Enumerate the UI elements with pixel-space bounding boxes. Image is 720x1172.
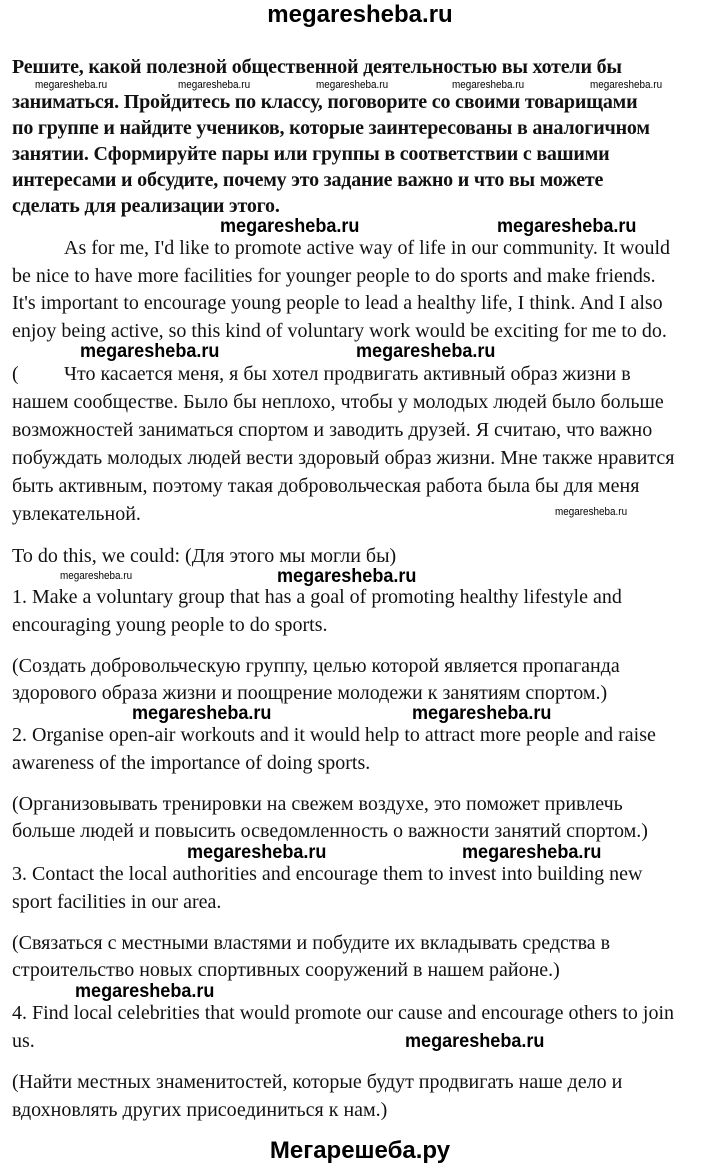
watermark: megaresheba.ru (555, 506, 628, 518)
watermark: megaresheba.ru (590, 79, 663, 91)
item-en-line: 4. Find local celebrities that would promote our cause and encourage others to join (12, 1002, 675, 1024)
item-en-line: encouraging young people to do sports. (12, 614, 328, 636)
watermark: megaresheba.ru (316, 79, 389, 91)
watermark: megaresheba.ru (35, 79, 108, 91)
watermark: megaresheba.ru (132, 703, 272, 724)
answer-line: It's important to encourage young people to lead a healthy life, I think. And I also (12, 292, 663, 314)
answer-line: возможностей заниматься спортом и заводить друзей. Я считаю, что важно (12, 419, 653, 441)
answer-line: быть активным, поэтому такая добровольческая работа была бы для меня (12, 475, 640, 497)
item-en-line: us. (12, 1030, 35, 1052)
watermark: megaresheba.ru (277, 566, 417, 587)
watermark: megaresheba.ru (412, 703, 552, 724)
answer-line: be nice to have more facilities for younger people to do sports and make friends. (12, 265, 656, 287)
item-en-line: awareness of the importance of doing sports. (12, 752, 371, 774)
item-ru-line: (Найти местных знаменитостей, которые будут продвигать наше дело и (12, 1071, 623, 1093)
task-line: по группе и найдите учеников, которые заинтересованы в аналогичном (12, 117, 650, 139)
watermark: megaresheba.ru (462, 842, 602, 863)
task-line: занятии. Сформируйте пары или группы в соответствии с вашими (12, 143, 610, 165)
item-ru-line: строительство новых спортивных сооружений в нашем районе.) (12, 959, 560, 981)
task-line: интересами и обсудите, почему это задание важно и что вы можете (12, 169, 604, 191)
item-en-line: 2. Organise open-air workouts and it would help to attract more people and raise (12, 724, 656, 746)
item-ru-line: (Связаться с местными властями и побудите их вкладывать средства в (12, 932, 611, 954)
answer-line: As for me, I'd like to promote active way of life in our community. It would (64, 237, 671, 259)
answer-line: enjoy being active, so this kind of voluntary work would be exciting for me to do. (12, 320, 667, 342)
item-ru-line: здорового образа жизни и поощрение молодежи к занятиям спортом.) (12, 682, 608, 704)
task-line: сделать для реализации этого. (12, 195, 280, 217)
watermark: megaresheba.ru (178, 79, 251, 91)
watermark: megaresheba.ru (220, 216, 360, 237)
watermark: megaresheba.ru (405, 1031, 545, 1052)
to-do-line: To do this, we could: (Для этого мы могли бы) (12, 545, 397, 567)
item-en-line: 1. Make a voluntary group that has a goal of promoting healthy lifestyle and (12, 586, 622, 608)
answer-line: Что касается меня, я бы хотел продвигать активный образ жизни в (64, 363, 631, 385)
answer-line: нашем сообществе. Было бы неплохо, чтобы у молодых людей было больше (12, 391, 664, 413)
item-ru-line: вдохновлять других присоединиться к нам.) (12, 1099, 388, 1121)
task-line: Решите, какой полезной общественной деятельностью вы хотели бы (12, 56, 622, 78)
item-ru-line: (Создать добровольческую группу, целью которой является пропаганда (12, 655, 620, 677)
watermark: megaresheba.ru (60, 570, 133, 582)
item-ru-line: (Организовывать тренировки на свежем воздухе, это поможет привлечь (12, 793, 623, 815)
site-header: megaresheba.ru (267, 1, 453, 28)
answer-line: увлекательной. (12, 503, 141, 525)
watermark: megaresheba.ru (452, 79, 525, 91)
item-en-line: sport facilities in our area. (12, 891, 222, 913)
site-footer: Мегарешеба.ру (269, 1137, 451, 1164)
item-en-line: 3. Contact the local authorities and encourage them to invest into building new (12, 863, 643, 885)
watermark: megaresheba.ru (497, 216, 637, 237)
task-line: заниматься. Пройдитесь по классу, поговорите со своими товарищами (12, 91, 638, 113)
answer-line: побуждать молодых людей вести здоровый образ жизни. Мне также нравится (12, 447, 675, 469)
watermark: megaresheba.ru (356, 341, 496, 362)
watermark: megaresheba.ru (75, 981, 215, 1002)
watermark: megaresheba.ru (80, 341, 220, 362)
item-ru-line: больше людей и повысить осведомленность о важности занятий спортом.) (12, 820, 648, 842)
paren: ( (12, 363, 19, 385)
watermark: megaresheba.ru (187, 842, 327, 863)
